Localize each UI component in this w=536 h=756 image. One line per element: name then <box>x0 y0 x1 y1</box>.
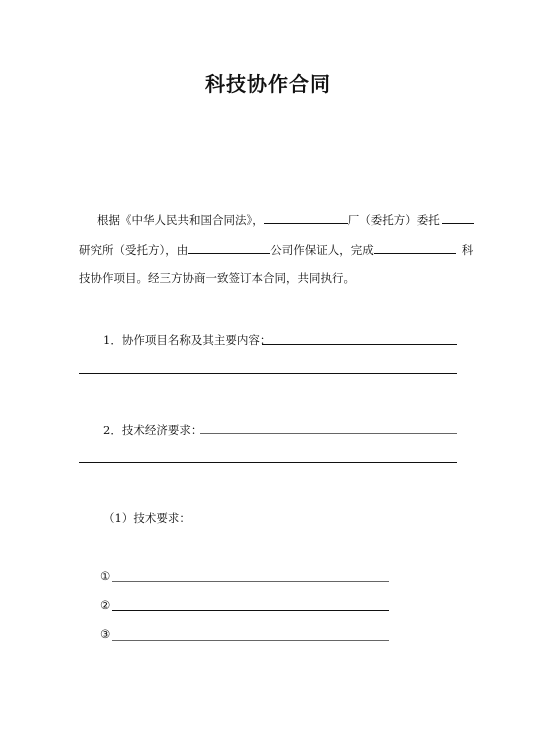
preamble-line-2 <box>79 241 473 257</box>
item-2-blank-line[interactable] <box>112 610 389 611</box>
clause-1-label: 1．协作项目名称及其主要内容： <box>103 333 272 347</box>
blank-guarantor-company[interactable] <box>188 241 270 254</box>
blank-entrustor[interactable] <box>442 211 474 224</box>
clause-2-1-label: （1）技术要求： <box>103 511 191 525</box>
clause-2-continuation-line[interactable] <box>79 462 457 463</box>
item-marker-3: ③ <box>100 627 111 641</box>
item-marker-1: ① <box>100 569 111 583</box>
item-marker-2: ② <box>100 598 111 612</box>
clause-2-label: 2．技术经济要求： <box>103 423 203 437</box>
clause-1-blank-line[interactable] <box>262 344 457 345</box>
preamble-line-3: 技协作项目。经三方协商一致签订本合同，共同执行。 <box>79 271 355 285</box>
preamble-line-1 <box>97 211 474 227</box>
item-3-blank-line[interactable] <box>112 640 389 641</box>
preamble-text-2b: 公司作保证人，完成 <box>270 243 374 257</box>
item-1-blank-line[interactable] <box>112 581 389 582</box>
preamble-text-1b: 厂（委托方）委托 <box>347 213 440 227</box>
blank-project-name[interactable] <box>374 241 456 254</box>
preamble-text-2c: 科 <box>461 243 474 257</box>
document-title: 科技协作合同 <box>205 72 331 96</box>
preamble-text-1a: 根据《中华人民共和国合同法》， <box>97 213 264 227</box>
clause-2-blank-line[interactable] <box>200 433 457 434</box>
preamble-text-2a: 研究所（受托方），由 <box>79 243 189 257</box>
clause-1-continuation-line[interactable] <box>79 373 457 374</box>
blank-factory-name[interactable] <box>264 211 348 224</box>
